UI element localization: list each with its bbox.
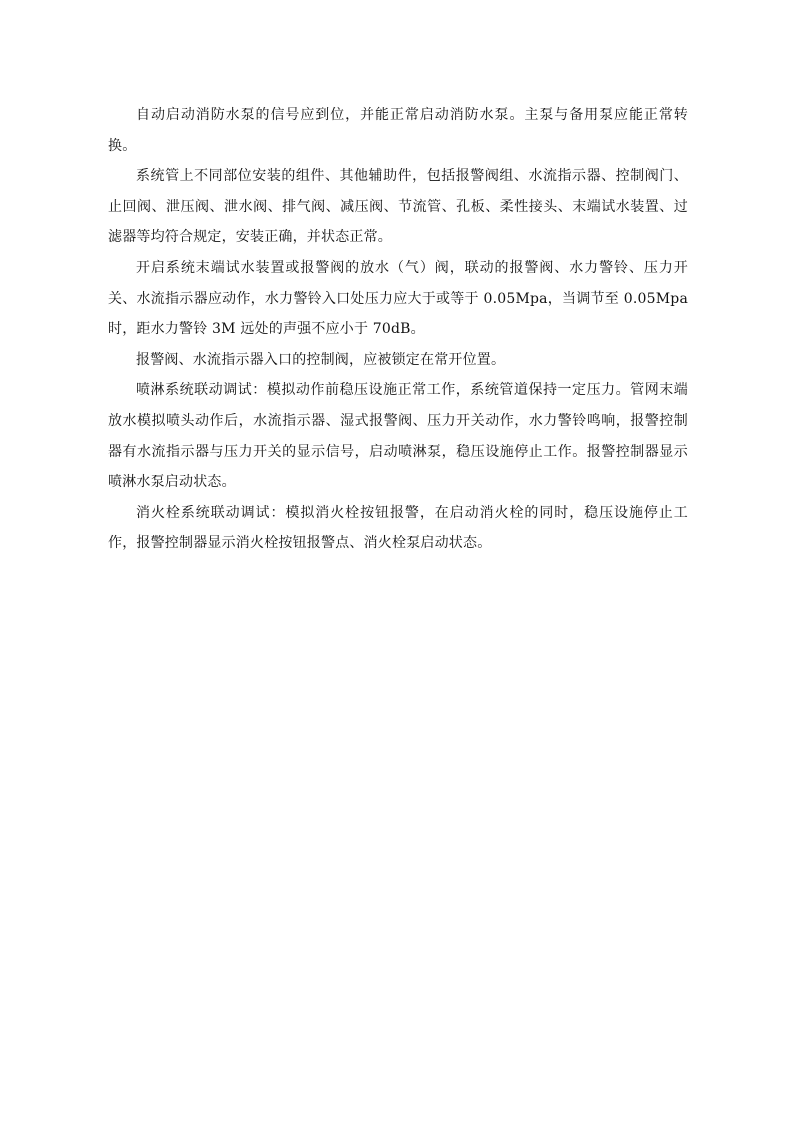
- document-body: [108, 100, 688, 559]
- paragraph-control-valve: 报警阀、水流指示器入口的控制阀，应被锁定在常开位置。: [136, 351, 506, 368]
- paragraph-components: 系统管上不同部位安装的组件、其他辅助件，包括报警阀组、水流指示器、控制阀门、止回阀、泄压阀、泄水阀、排气阀、减压阀、节流管、孔板、柔性接头、末端试水装置、过滤器等均符合规定，安装正确，并状态正常。: [108, 168, 688, 246]
- paragraph-pump-signal: 自动启动消防水泵的信号应到位，并能正常启动消防水泵。主泵与备用泵应能正常转换。: [108, 107, 688, 154]
- paragraph-hydrant-test: 消火栓系统联动调试：模拟消火栓按钮报警，在启动消火栓的同时，稳压设施停止工作，报警控制器显示消火栓按钮报警点、消火栓泵启动状态。: [108, 504, 688, 552]
- paragraph-test-device: 开启系统末端试水装置或报警阀的放水（气）阀，联动的报警阀、水力警铃、压力开关、水流指示器应动作，水力警铃入口处压力应大于或等于 0.05Mpa，当调节至 0.05Mpa 时，距水力警铃 3M 远处的声强不应小于 70dB。: [108, 259, 688, 338]
- paragraph-sprinkler-test: 喷淋系统联动调试：模拟动作前稳压设施正常工作，系统管道保持一定压力。管网末端放水模拟喷头动作后，水流指示器、湿式报警阀、压力开关动作，水力警铃鸣响，报警控制器有水流指示器与压力开关的显示信号，启动喷淋泵，稳压设施停止工作。报警控制器显示喷淋水泵启动状态。: [108, 382, 688, 491]
